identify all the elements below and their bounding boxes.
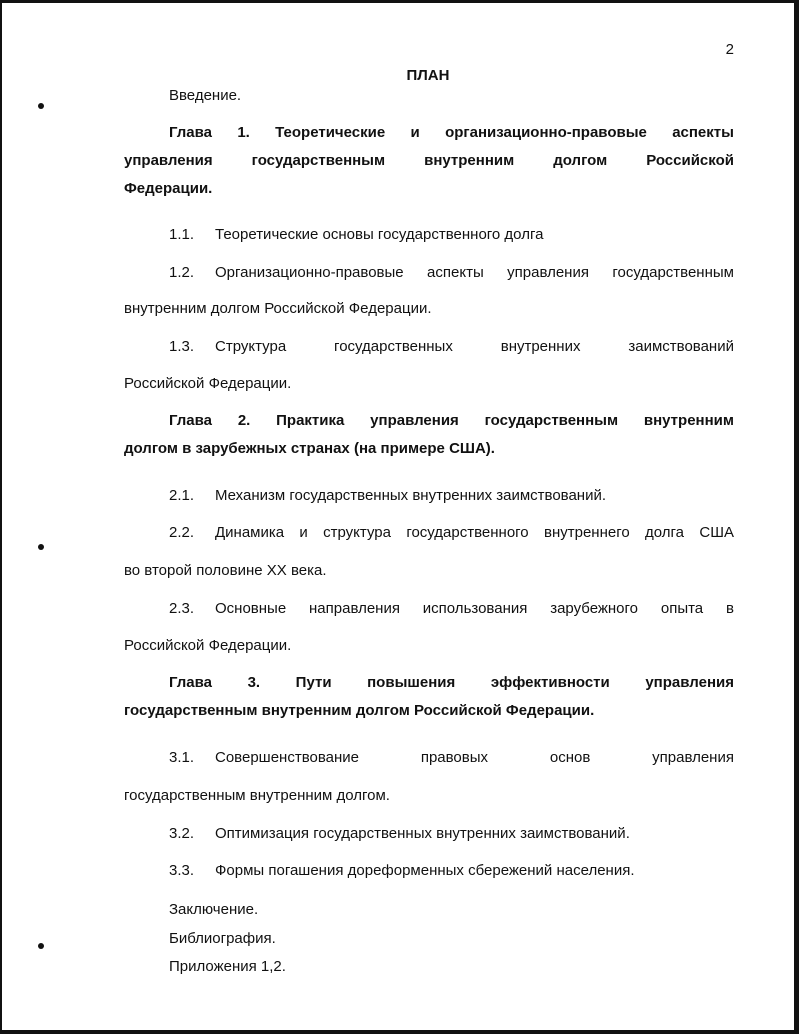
section-1-2-line-1: 1.2. Организационно-правовые аспекты управления государственным bbox=[169, 264, 734, 281]
section-1-1: 1.1. Теоретические основы государственного долга bbox=[169, 226, 544, 243]
punch-hole-mark bbox=[38, 943, 44, 949]
chapter-1-heading-line-3: Федерации. bbox=[124, 180, 213, 197]
chapter-2-heading-line-2: долгом в зарубежных странах (на примере США). bbox=[124, 440, 495, 457]
chapter-1-heading-line-1: Глава 1. Теоретические и организационно-правовые аспекты bbox=[169, 124, 734, 141]
section-2-3-line-1: 2.3. Основные направления использования зарубежного опыта в bbox=[169, 600, 734, 617]
chapter-2-heading-line-1: Глава 2. Практика управления государственным внутренним bbox=[169, 412, 734, 429]
section-2-3-line-2: Российской Федерации. bbox=[124, 637, 292, 654]
section-2-2-line-2: во второй половине XX века. bbox=[124, 562, 327, 579]
appendices-item: Приложения 1,2. bbox=[169, 958, 286, 975]
chapter-3-heading-line-2: государственным внутренним долгом Российской Федерации. bbox=[124, 702, 595, 719]
chapter-3-heading-line-1: Глава 3. Пути повышения эффективности управления bbox=[169, 674, 734, 691]
section-3-2: 3.2. Оптимизация государственных внутренних заимствований. bbox=[169, 825, 630, 842]
page-number: 2 bbox=[725, 41, 734, 58]
section-1-2-line-2: внутренним долгом Российской Федерации. bbox=[124, 300, 432, 317]
conclusion-item: Заключение. bbox=[169, 901, 259, 918]
punch-hole-mark bbox=[38, 544, 44, 550]
section-1-3-line-1: 1.3. Структура государственных внутренних заимствований bbox=[169, 338, 734, 355]
section-3-3: 3.3. Формы погашения дореформенных сбережений населения. bbox=[169, 862, 635, 879]
section-2-2-line-1: 2.2. Динамика и структура государственного внутреннего долга США bbox=[169, 524, 734, 541]
section-3-1-line-2: государственным внутренним долгом. bbox=[124, 787, 390, 804]
section-2-1: 2.1. Механизм государственных внутренних заимствований. bbox=[169, 487, 607, 504]
section-3-1-line-1: 3.1. Совершенствование правовых основ управления bbox=[169, 749, 734, 766]
section-1-3-line-2: Российской Федерации. bbox=[124, 375, 292, 392]
punch-hole-mark bbox=[38, 103, 44, 109]
plan-title: ПЛАН bbox=[406, 67, 450, 84]
bibliography-item: Библиография. bbox=[169, 930, 276, 947]
introduction-item: Введение. bbox=[169, 87, 242, 104]
chapter-1-heading-line-2: управления государственным внутренним долгом Российской bbox=[124, 152, 734, 169]
